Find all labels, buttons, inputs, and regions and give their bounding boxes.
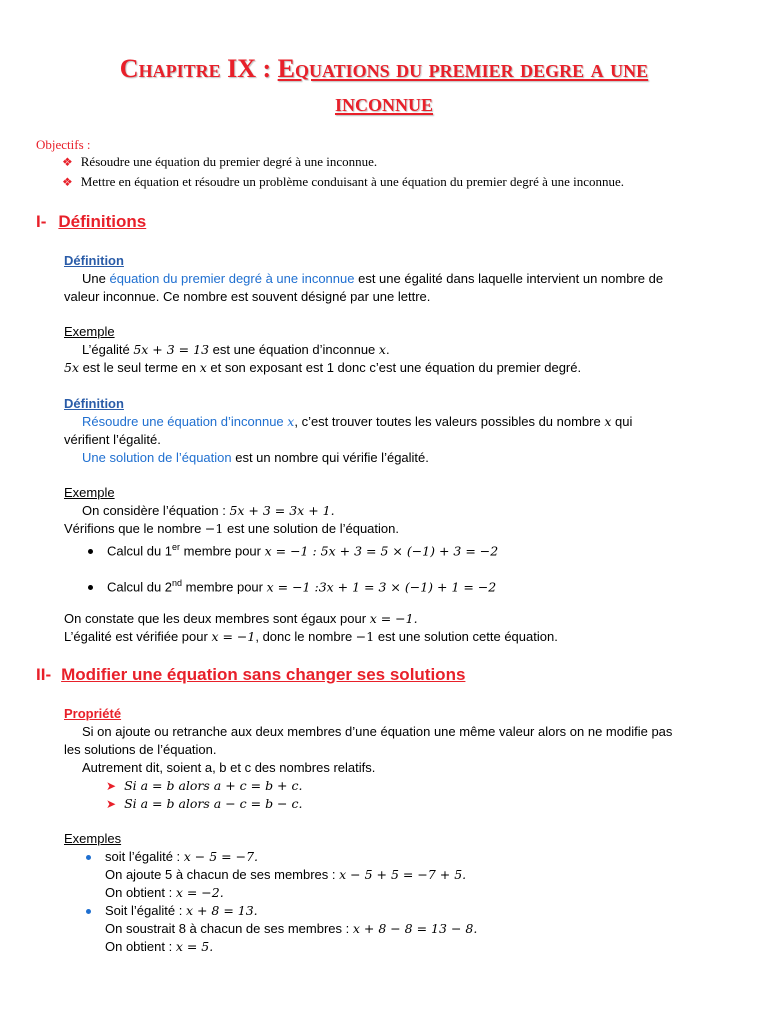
example-label: Exemple xyxy=(64,324,115,339)
chapter-title-text: Equations du premier degre a une xyxy=(277,54,649,83)
example-text-line: On obtient : x = 5. xyxy=(105,939,214,954)
section-number: I- xyxy=(36,212,47,231)
example-label: Exemple xyxy=(64,485,115,500)
definition-text-line: vérifient l’égalité. xyxy=(64,432,161,447)
property-text-line: les solutions de l’équation. xyxy=(64,742,217,757)
example-text-line: On soustrait 8 à chacun de ses membres : x + 8 − 8 = 13 − 8. xyxy=(105,921,478,936)
example-item: Soit l’égalité : x + 8 = 13. xyxy=(86,902,258,920)
example-item: soit l’égalité : x − 5 = −7. xyxy=(86,848,258,866)
definition-text-line: valeur inconnue. Ce nombre est souvent désigné par une lettre. xyxy=(64,289,431,304)
example-text-line: 5x est le seul terme en x et son exposant est 1 donc c’est une équation du premier degré. xyxy=(64,360,582,375)
definition-text-line: Une solution de l’équation est un nombre qui vérifie l’égalité. xyxy=(82,450,429,465)
example-text-line: Vérifions que le nombre −1 est une solution de l’équation. xyxy=(64,521,399,536)
bullet-dot-icon xyxy=(86,855,91,860)
definition-label: Définition xyxy=(64,253,124,268)
definition-text-line: Une équation du premier degré à une inconnue est une égalité dans laquelle intervient un nombre de xyxy=(82,271,664,286)
conclusion-line: On constate que les deux membres sont égaux pour x = −1. xyxy=(64,611,418,626)
bullet-dot-icon xyxy=(88,585,93,590)
chapter-title-text-2: inconnue xyxy=(334,88,433,117)
rule-item: ➤ Si a = b alors a − c = b − c. xyxy=(106,796,303,811)
objectives-label: Objectifs : xyxy=(36,137,91,152)
bullet-item: Calcul du 1er membre pour x = −1 : 5x + 3 = 5 × (−1) + 3 = −2 xyxy=(88,538,498,560)
section-heading-1 xyxy=(36,212,146,232)
chapter-number: Chapitre IX : xyxy=(119,54,278,83)
property-text-line: Autrement dit, soient a, b et c des nombres relatifs. xyxy=(82,760,376,775)
section-title: Modifier une équation sans changer ses solutions xyxy=(61,665,466,684)
chapter-title-line1 xyxy=(40,52,728,86)
example-text-line: On ajoute 5 à chacun de ses membres : x − 5 + 5 = −7 + 5. xyxy=(105,867,467,882)
diamond-bullet-icon: ❖ xyxy=(62,155,73,169)
arrow-bullet-icon: ➤ xyxy=(106,797,117,811)
objective-item-2: ❖ Mettre en équation et résoudre un problème conduisant à une équation du premier degré à une inconnue. xyxy=(62,174,625,189)
example-text-line: On obtient : x = −2. xyxy=(105,885,224,900)
bullet-item: Calcul du 2nd membre pour x = −1 :3x + 1 = 3 × (−1) + 1 = −2 xyxy=(88,574,496,596)
chapter-title-line2 xyxy=(40,86,728,120)
diamond-bullet-icon: ❖ xyxy=(62,175,73,189)
rule-item: ➤ Si a = b alors a + c = b + c. xyxy=(106,778,303,793)
examples-label: Exemples xyxy=(64,831,122,846)
example-text-line: On considère l’équation : 5x + 3 = 3x + 1. xyxy=(82,503,335,518)
bullet-dot-icon xyxy=(86,909,91,914)
definition-label: Définition xyxy=(64,396,124,411)
objective-item-1: ❖ Résoudre une équation du premier degré à une inconnue. xyxy=(62,154,378,169)
example-text-line: L’égalité 5x + 3 = 13 est une équation d’inconnue x. xyxy=(82,342,390,357)
arrow-bullet-icon: ➤ xyxy=(106,779,117,793)
section-title: Définitions xyxy=(58,212,147,231)
section-number: II- xyxy=(36,665,52,684)
conclusion-line: L’égalité est vérifiée pour x = −1, donc le nombre −1 est une solution cette équation. xyxy=(64,629,558,644)
section-heading-2 xyxy=(36,665,465,685)
bullet-dot-icon xyxy=(88,549,93,554)
property-label: Propriété xyxy=(64,706,122,721)
property-text-line: Si on ajoute ou retranche aux deux membres d’une équation une même valeur alors on ne modifie pas xyxy=(82,724,673,739)
definition-text-line: Résoudre une équation d’inconnue x, c’est trouver toutes les valeurs possibles du nombre x qui xyxy=(82,414,633,429)
